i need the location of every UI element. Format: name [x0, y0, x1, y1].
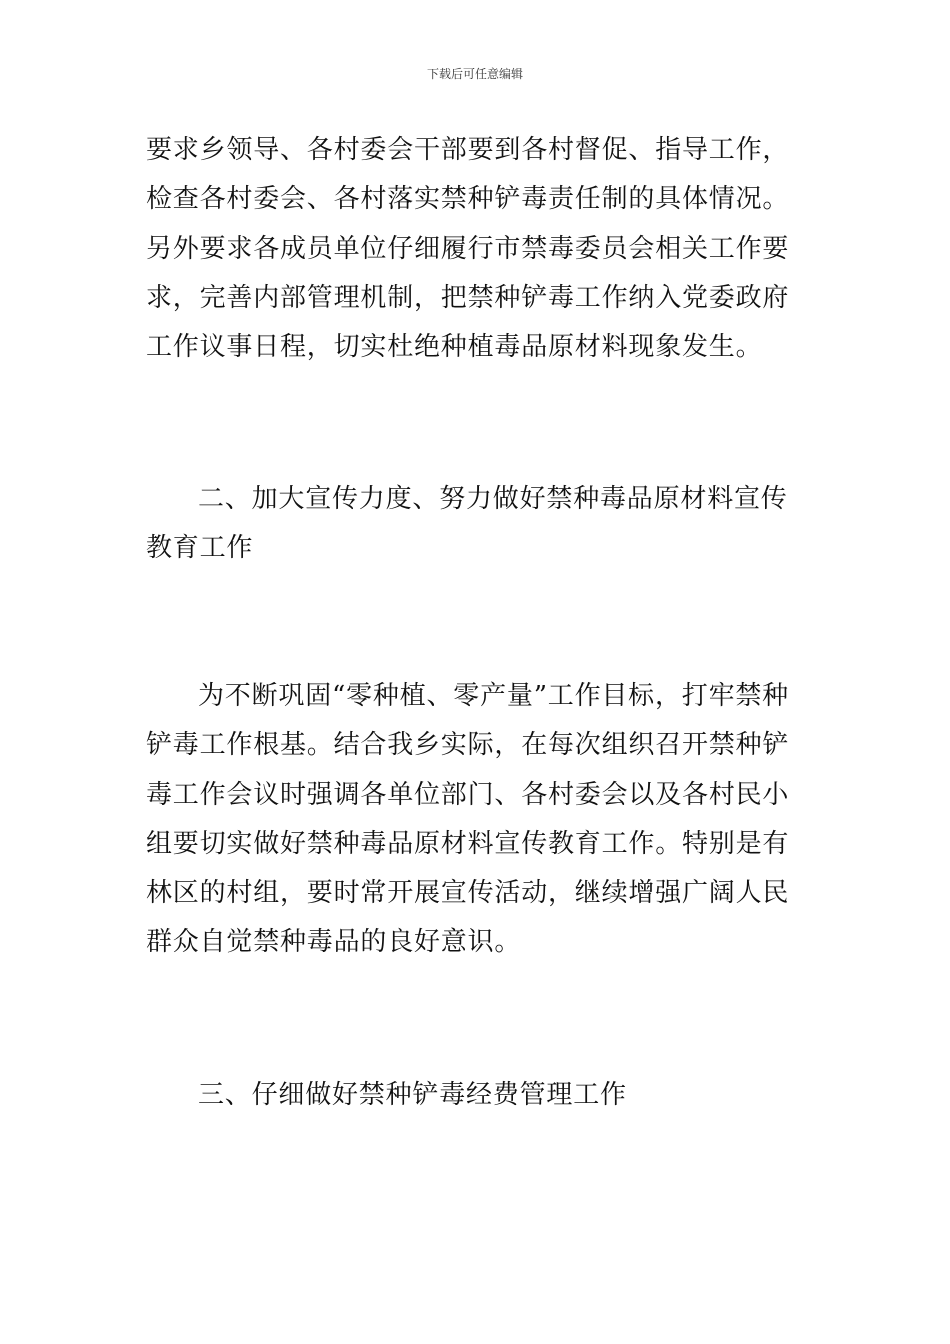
- section-heading-2: 二、加大宣传力度、努力做好禁种毒品原材料宣传教育工作: [146, 484, 788, 564]
- body-paragraph-1: 要求乡领导、各村委会干部要到各村督促、指导工作，检查各村委会、各村落实禁种铲毒责任制的具体情况。另外要求各成员单位仔细履行市禁毒委员会相关工作要求，完善内部管理机制，把禁种铲毒工作纳入党委政府工作议事日程，切实杜绝种植毒品原材料现象发生。: [146, 135, 790, 363]
- page-header-note: 下载后可任意编辑: [426, 67, 523, 81]
- section-heading-3: 三、仔细做好禁种铲毒经费管理工作: [198, 1080, 627, 1110]
- body-paragraph-3: 为不断巩固“零种植、零产量”工作目标，打牢禁种铲毒工作根基。结合我乡实际，在每次组织召开禁种铲毒工作会议时强调各单位部门、各村委会以及各村民小组要切实做好禁种毒品原材料宣传教育工作。特别是有林区的村组，要时常开展宣传活动，继续增强广阔人民群众自觉禁种毒品的良好意识。: [146, 681, 790, 958]
